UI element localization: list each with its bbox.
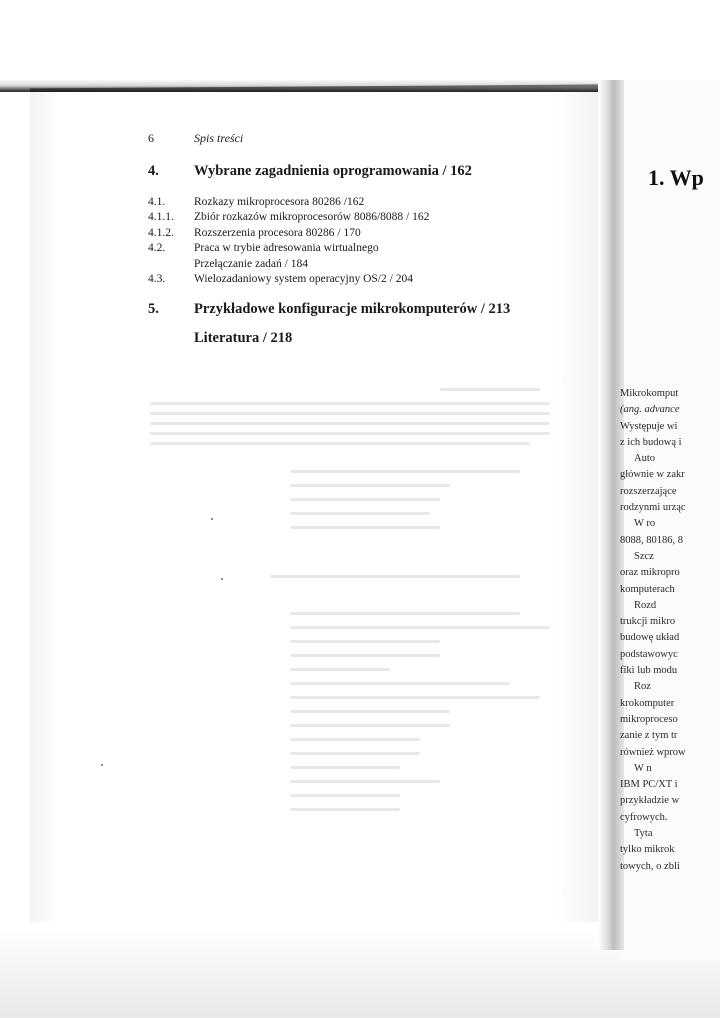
body-line: podstawowyc <box>620 648 678 660</box>
running-title: Spis treści <box>194 131 244 145</box>
body-line: 8088, 80186, 8 <box>620 534 683 546</box>
toc-entry-text: Rozszerzenia procesora 80286 / 170 <box>194 226 361 239</box>
body-line: W n <box>634 762 652 774</box>
body-line: krokomputer <box>620 697 675 709</box>
body-line: Auto <box>634 453 655 465</box>
toc-entry <box>148 210 568 225</box>
body-line: Rozd <box>634 599 657 611</box>
scan-speck <box>101 764 103 766</box>
toc-entry-number: 4.2. <box>148 242 166 255</box>
toc-entry-number: 4.1.1. <box>148 211 174 224</box>
body-line: W ro <box>634 518 656 530</box>
toc-entry-number: 4.1. <box>148 196 166 208</box>
toc-entry-text: Rozkazy mikroprocesora 80286 /162 <box>194 196 365 208</box>
chapter-title: Wybrane zagadnienia oprogramowania / 162 <box>194 163 472 179</box>
body-line: IBM PC/XT i <box>620 779 678 791</box>
right-page-body-text <box>620 386 720 875</box>
body-line: mikroproceso <box>620 713 678 725</box>
toc-entry <box>148 241 568 256</box>
toc-entry <box>148 257 568 272</box>
toc-entry-number: 4.1.2. <box>148 226 174 239</box>
body-line: oraz mikropro <box>620 567 680 579</box>
toc-entry <box>148 226 568 241</box>
body-line: trukcji mikro <box>620 616 676 628</box>
body-line: Roz <box>634 681 651 693</box>
toc-list <box>148 195 568 287</box>
body-line: rozszerzające <box>620 485 677 497</box>
toc-entry <box>148 195 568 210</box>
toc-entry <box>148 272 568 287</box>
body-line: komputerach <box>620 583 675 595</box>
chapter-number: 5. <box>148 301 159 317</box>
scan-speck <box>221 578 223 580</box>
body-line: fiki lub modu <box>620 665 678 677</box>
body-line: również wprow <box>620 746 686 758</box>
toc-entry-text: Praca w trybie adresowania wirtualnego <box>194 242 379 255</box>
right-page-chapter-heading: 1. Wp <box>648 165 704 190</box>
toc-entry-text: Zbiór rozkazów mikroprocesorów 8086/8088 / 162 <box>194 211 430 224</box>
show-through-text <box>140 380 560 830</box>
chapter-title: Przykładowe konfiguracje mikrokomputerów / 213 <box>194 301 511 317</box>
scan-speck <box>211 518 213 520</box>
body-line: towych, o zbli <box>620 860 680 872</box>
body-line: głównie w zakr <box>620 469 685 481</box>
scan-top-shadow <box>0 0 720 92</box>
page-number: 6 <box>148 131 154 145</box>
body-line: z ich budową i <box>620 436 682 448</box>
body-line: Szcz <box>634 550 654 562</box>
body-line: Występuje wi <box>620 420 678 432</box>
toc-entry-text: Przełączanie zadań / 184 <box>194 257 308 270</box>
body-line: Tyta <box>634 828 653 840</box>
body-line: przykładzie w <box>620 795 680 807</box>
toc-entry-number: 4.3. <box>148 272 166 285</box>
body-line: cyfrowych. <box>620 811 668 823</box>
bibliography-heading: Literatura / 218 <box>194 330 293 346</box>
body-line: rodzynmi urząc <box>620 502 686 514</box>
body-line: Mikrokomput <box>620 388 679 399</box>
chapter-number: 4. <box>148 163 159 179</box>
toc-entry-text: Wielozadaniowy system operacyjny OS/2 / 204 <box>194 272 413 285</box>
body-line: zanie z tym tr <box>620 730 678 742</box>
body-line: tylko mikrok <box>620 844 675 856</box>
body-line: (ang. advance <box>620 404 680 416</box>
body-line: budowę układ <box>620 632 680 644</box>
